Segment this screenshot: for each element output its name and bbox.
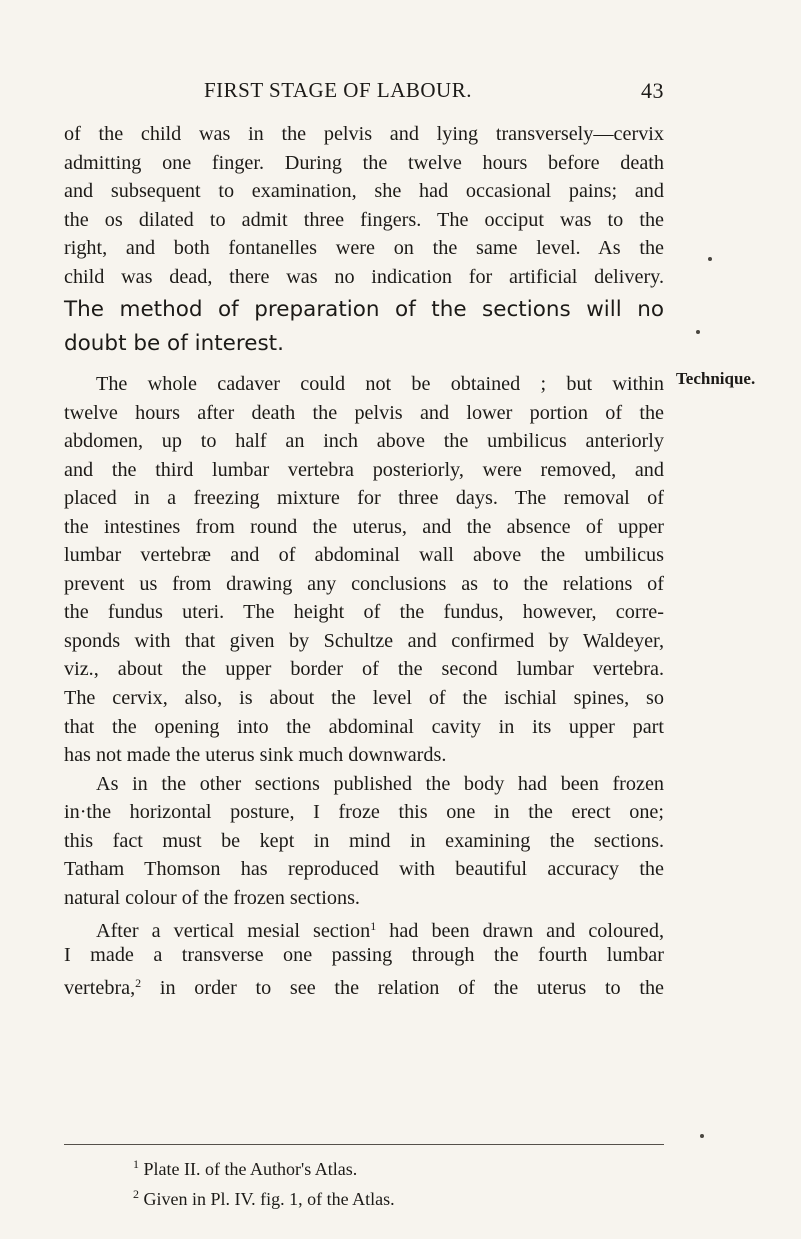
- paragraph-1: [64, 120, 664, 292]
- footnote-text: Plate II. of the Author's Atlas.: [139, 1159, 358, 1179]
- text-line: placed in a freezing mixture for three days. The removal of: [64, 487, 664, 510]
- text-line: child was dead, there was no indication for artificial delivery.: [64, 265, 664, 288]
- footnote: [133, 1152, 395, 1182]
- section-subheading: [64, 293, 664, 361]
- footnotes: [133, 1152, 395, 1212]
- text-line: has not made the uterus sink much downwards.: [64, 744, 447, 767]
- main-text: [64, 370, 664, 998]
- footnote-ref: 1: [370, 919, 377, 934]
- footnote-mark: 2: [133, 1187, 139, 1201]
- subheading-line: The method of preparation of the sections will no: [64, 297, 664, 322]
- running-header: [64, 78, 664, 108]
- paper-speck: [700, 1134, 704, 1138]
- text-line: lumbar vertebræ and of abdominal wall above the umbilicus: [64, 544, 664, 567]
- text-line: the intestines from round the uterus, and the absence of upper: [64, 515, 664, 538]
- text-line: the fundus uteri. The height of the fundus, however, corre-: [64, 601, 664, 624]
- text-fragment: vertebra,: [64, 977, 136, 1000]
- text-line: viz., about the upper border of the second lumbar vertebra.: [64, 658, 664, 681]
- text-fragment: had been drawn and coloured,: [376, 920, 664, 943]
- page-number: 43: [641, 78, 664, 103]
- text-line: and the third lumbar vertebra posteriorly, were removed, and: [64, 458, 664, 481]
- text-line: this fact must be kept in mind in examining the sections.: [64, 829, 664, 852]
- margin-note: Technique.: [676, 369, 756, 388]
- text-fragment: in order to see the relation of the uterus to the: [141, 977, 664, 1000]
- paper-speck: [696, 330, 700, 334]
- footnote-mark: 1: [133, 1157, 139, 1171]
- footnote-text: Given in Pl. IV. fig. 1, of the Atlas.: [139, 1189, 395, 1209]
- running-title: FIRST STAGE OF LABOUR.: [204, 78, 472, 102]
- text-line: and subsequent to examination, she had occasional pains; and: [64, 180, 664, 203]
- text-line: The cervix, also, is about the level of the ischial spines, so: [64, 687, 664, 710]
- text-line: [64, 969, 664, 998]
- text-line: the os dilated to admit three fingers. The occiput was to the: [64, 208, 664, 231]
- text-line: Tatham Thomson has reproduced with beautiful accuracy the: [64, 858, 664, 881]
- text-line: in·the horizontal posture, I froze this one in the erect one;: [64, 801, 664, 824]
- text-line: right, and both fontanelles were on the same level. As the: [64, 237, 664, 260]
- text-line: abdomen, up to half an inch above the umbilicus anteriorly: [64, 430, 664, 453]
- text-line: natural colour of the frozen sections.: [64, 886, 360, 909]
- text-line: of the child was in the pelvis and lying transversely—cervix: [64, 123, 664, 145]
- text-line: that the opening into the abdominal cavity in its upper part: [64, 715, 664, 738]
- text-line: As in the other sections published the body had been frozen: [96, 772, 664, 795]
- text-line: twelve hours after death the pelvis and lower portion of the: [64, 401, 664, 424]
- paper-speck: [708, 257, 712, 261]
- text-line: I made a transverse one passing through the fourth lumbar: [64, 943, 664, 966]
- text-line: prevent us from drawing any conclusions as to the relations of: [64, 572, 664, 595]
- footnote-ref: 2: [135, 976, 142, 991]
- subheading-line: doubt be of interest.: [64, 331, 284, 356]
- footnote-rule: [64, 1144, 664, 1145]
- text-line: [64, 912, 664, 941]
- text-line: The whole cadaver could not be obtained ; but within: [96, 373, 664, 395]
- text-line: sponds with that given by Schultze and confirmed by Waldeyer,: [64, 629, 664, 652]
- text-fragment: After a vertical mesial section: [96, 920, 371, 943]
- text-line: admitting one finger. During the twelve hours before death: [64, 151, 664, 174]
- footnote: [133, 1182, 395, 1212]
